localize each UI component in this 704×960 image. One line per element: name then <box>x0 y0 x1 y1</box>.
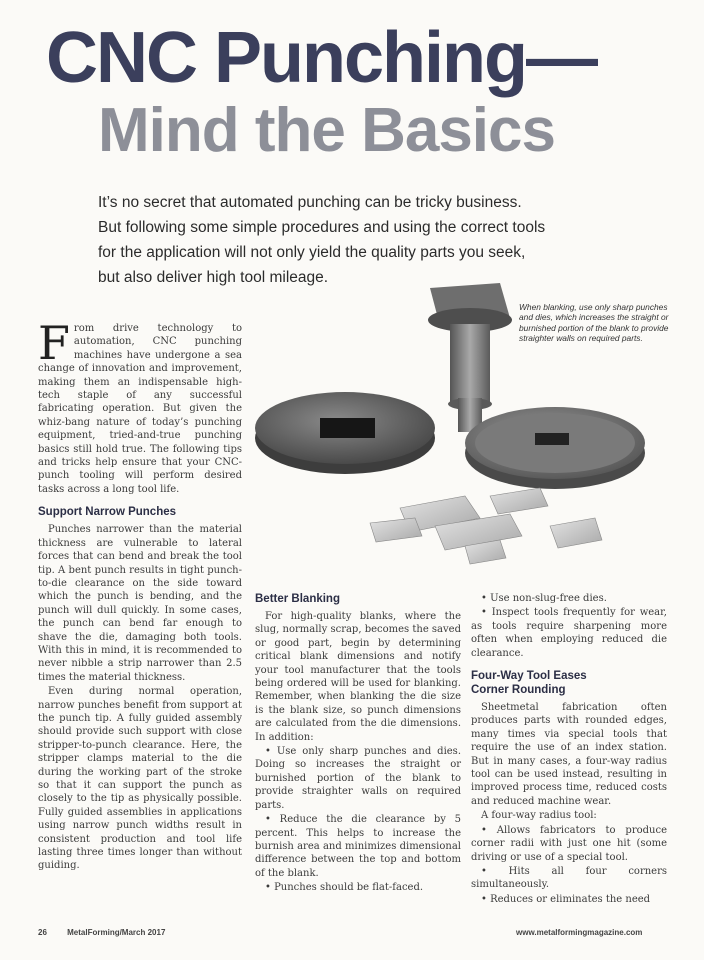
paragraph: Punches narrower than the material thickness are vulnerable to lateral forces that can bend and break the tool tip. A bent punch results in tight punch-to-die clearance on the side toward which the punch is bending, and the punch will dull quickly. In some cases, the punch can bend far enough to shave the die, damaging both tools. With this in mind, it is recommended to never nibble a strip narrower than 2.5 times the material thickness. <box>38 524 242 683</box>
left-die-plate <box>255 392 435 474</box>
intro-deck <box>98 190 578 290</box>
bullet-item: • Reduce the die clearance by 5 percent. This helps to increase the burnish area and minimizes dimensional difference between the top and bottom of the blank. <box>255 814 461 879</box>
lead-paragraph: rom drive technology to automation, CNC punching machines have undergone a sea change of innovation and improvement, making them an indispensable high-tech staple of any successful fabricating operation. But given the whiz-bang nature of today’s punching equipment, tried-and-true punching basics still hold true. The following tips and tricks help ensure that your CNC-punch tooling will perform desired tasks across a long tool life. <box>38 323 242 495</box>
section-heading: Support Narrow Punches <box>38 506 177 519</box>
right-die-plate <box>465 407 645 489</box>
photo-caption: When blanking, use only sharp punches and dies, which increases the straight or burnished portion of the blank to provide straighter walls on required parts. <box>519 302 669 344</box>
column-3 <box>471 592 667 907</box>
title-line-2: Mind the Basics <box>98 96 555 165</box>
column-1 <box>38 316 242 874</box>
magazine-issue: MetalForming/March 2017 <box>67 928 166 937</box>
paragraph: For high-quality blanks, where the slug, normally scrap, becomes the saved or good part, begin by determining critical blank dimensions and notify your tool manufacturer that the tools being ordered will be used for blanking. Remember, when blanking the die size is the blank size, so punch dimensions are calculated from the die dimensions. In addition: <box>255 611 461 743</box>
bullet-item: • Hits all four corners simultaneously. <box>471 865 667 891</box>
heading-line: Corner Rounding <box>471 684 566 697</box>
bullet-item: • Inspect tools frequently for wear, as tools require sharpening more often when employing reduced die clearance. <box>471 607 667 659</box>
column-2 <box>255 592 461 896</box>
heading-line: Four-Way Tool Eases <box>471 670 587 683</box>
bullet-item: • Use only sharp punches and dies. Doing so increases the straight or burnished portion of the blank to provide straighter walls on required parts. <box>255 746 461 811</box>
blanked-parts <box>370 488 602 564</box>
section-heading: Better Blanking <box>255 593 340 605</box>
bullet-item: • Allows fabricators to produce corner radii with just one hit (some driving or use of a special tool. <box>471 824 667 863</box>
bullet-item: • Reduces or eliminates the need <box>481 893 651 905</box>
punch-tool <box>428 283 512 432</box>
bullet-item: • Use non-slug-free dies. <box>481 593 607 604</box>
footer-left <box>38 928 165 937</box>
page-number: 26 <box>38 928 47 937</box>
intro-line: But following some simple procedures and using the correct tools <box>98 219 546 236</box>
intro-line: It’s no secret that automated punching can be tricky business. <box>98 194 522 211</box>
intro-line: but also deliver high tool mileage. <box>98 269 329 286</box>
drop-cap: F <box>38 316 70 370</box>
title-line-1: CNC Punching— <box>46 18 596 98</box>
intro-line: for the application will not only yield the quality parts you seek, <box>98 244 526 261</box>
paragraph: Even during normal operation, narrow punches benefit from support at the punch tip. A fully guided assembly should provide such support with close stripper-to-punch clearance. Here, the stripper clamps material to the die during the working part of the stroke so that it can support the punch as closely to the tip as physically possible. Fully guided assemblies in applications using narrow punch widths result in consistent production and tool life lasting three times longer than without guiding. <box>38 686 242 872</box>
paragraph: A four-way radius tool: <box>481 810 597 822</box>
section-heading <box>471 669 667 697</box>
footer-url: www.metalformingmagazine.com <box>516 928 643 937</box>
bullet-item: • Punches should be flat-faced. <box>265 882 424 894</box>
paragraph: Sheetmetal fabrication often produces parts with rounded edges, many times via special tools that require the use of an index station. But in many cases, a four-way radius tool can be used instead, resulting in improved process time, reduced costs and reduced machine wear. <box>471 702 667 807</box>
